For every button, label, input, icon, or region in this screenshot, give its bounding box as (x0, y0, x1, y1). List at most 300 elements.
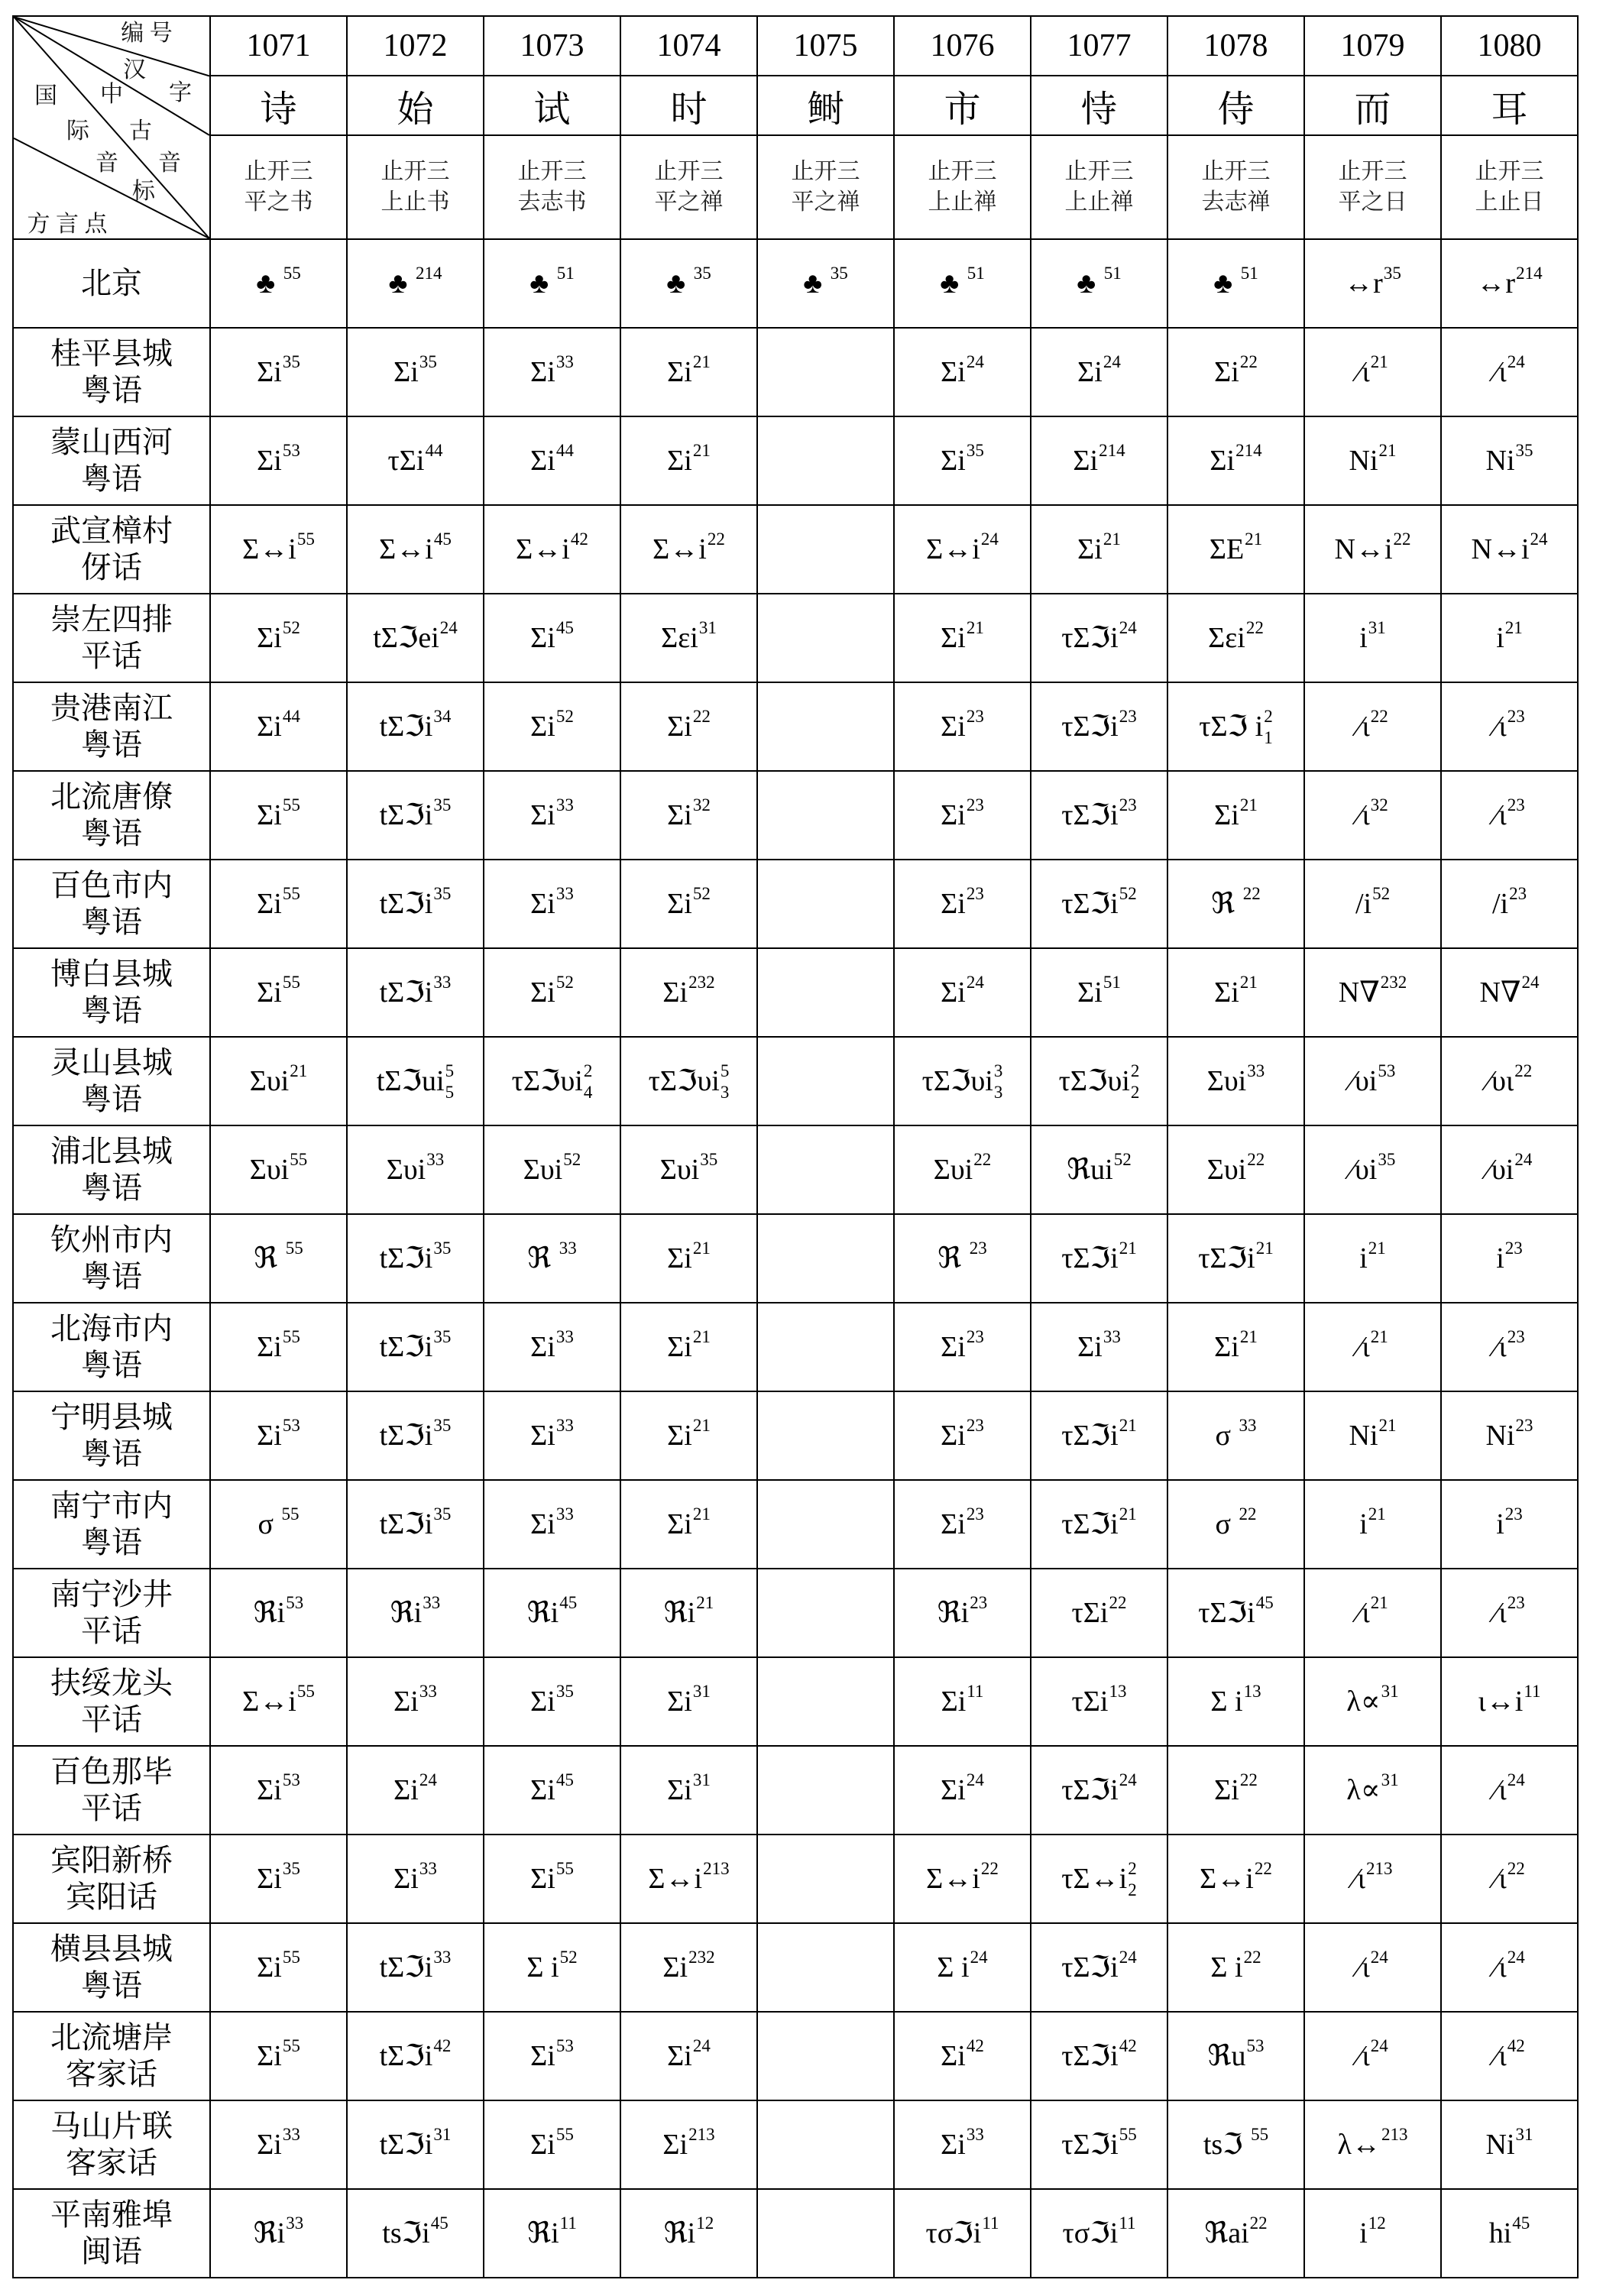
tone-marks (290, 1150, 307, 1190)
pronunciation (1494, 1327, 1525, 1367)
tone-superscript: 51 (556, 264, 575, 283)
tone-subscript (1240, 1347, 1258, 1367)
tone-superscript: 33 (1247, 1061, 1265, 1080)
pronunciation-base: τΣℑi (1061, 1242, 1119, 1274)
pronunciation-cell (1441, 1923, 1578, 2012)
pronunciation (662, 1948, 714, 1987)
tone-subscript (967, 1524, 984, 1544)
tone-marks (1514, 1061, 1532, 1101)
tone-marks (283, 1327, 300, 1367)
pronunciation (1061, 707, 1136, 746)
tone-superscript: 53 (286, 1593, 304, 1612)
pronunciation-base: tΣℑi (379, 1420, 433, 1452)
tone-marks (967, 1327, 984, 1367)
pronunciation (667, 795, 711, 835)
column-number-cell (894, 16, 1031, 76)
pronunciation-base: ♣ (1077, 267, 1103, 300)
pronunciation-cell (894, 328, 1031, 416)
pronunciation-base: i (1359, 622, 1368, 654)
pronunciation-cell (1304, 505, 1441, 594)
dialect-row (13, 239, 1578, 328)
tone-subscript (967, 2145, 984, 2165)
tone-superscript: 22 (1245, 618, 1264, 637)
pronunciation-base: ⁄υi (1349, 1065, 1378, 1097)
pronunciation-cell (210, 328, 347, 416)
tone-marks (445, 1061, 455, 1101)
pronunciation (1346, 1770, 1398, 1810)
pronunciation (380, 1416, 452, 1456)
tone-superscript: 24 (1521, 973, 1540, 992)
pronunciation-base: τΣℑυi (921, 1065, 993, 1097)
tone-marks (433, 795, 451, 835)
pronunciation-cell (484, 682, 620, 771)
pronunciation-cell (1304, 2012, 1441, 2100)
pronunciation-cell (210, 1125, 347, 1214)
column-number-cell (484, 16, 620, 76)
pronunciation-cell (1031, 860, 1167, 948)
pronunciation-base: Σi (1073, 445, 1099, 477)
column-number: 1075 (793, 28, 858, 63)
tone-subscript (1119, 2145, 1137, 2165)
tone-superscript: 24 (1530, 529, 1548, 549)
tone-marks (559, 1239, 577, 1278)
pronunciation-cell (484, 2012, 620, 2100)
tone-marks (1099, 441, 1125, 481)
tone-superscript: 21 (1245, 529, 1263, 549)
column-character: 鲥 (807, 89, 844, 130)
pronunciation-cell (347, 1391, 484, 1480)
tone-subscript (1371, 2056, 1388, 2076)
pronunciation (667, 707, 711, 746)
pronunciation (242, 529, 315, 569)
tone-superscript: 23 (970, 1593, 988, 1612)
tone-marks (433, 973, 451, 1012)
dialect-point-label: 钦州市内 (50, 1222, 173, 1257)
tone-marks (1505, 1239, 1523, 1278)
tone-marks (1381, 973, 1407, 1012)
pronunciation-cell (1441, 2189, 1578, 2278)
pronunciation-base: ℜui (1067, 1154, 1113, 1186)
tone-superscript: 5 (720, 1061, 730, 1080)
pronunciation-cell (894, 860, 1031, 948)
pronunciation-base: ⁄ι (1494, 2040, 1507, 2072)
pronunciation-base: Σi (1214, 799, 1239, 831)
tone-subscript (967, 904, 984, 924)
pronunciation-cell (1304, 239, 1441, 328)
pronunciation-cell (757, 860, 894, 948)
middle-chinese-line: 平之禅 (791, 189, 860, 215)
tone-subscript (981, 549, 999, 569)
tone-subscript (1507, 1967, 1525, 1987)
header-row-middle-chinese (13, 135, 1578, 239)
tone-marks (1507, 1859, 1525, 1899)
tone-marks (1507, 2036, 1525, 2076)
tone-subscript (699, 638, 717, 658)
tone-subscript (967, 1790, 984, 1810)
pronunciation-cell (347, 860, 484, 948)
tone-superscript: 24 (1119, 618, 1137, 637)
tone-superscript: 232 (688, 973, 715, 992)
pronunciation-base: ♣ (1213, 267, 1240, 300)
tone-marks (1371, 795, 1388, 835)
corner-label-zhong: 中 (100, 82, 123, 107)
column-character-cell (1304, 76, 1441, 135)
tone-subscript (433, 1524, 451, 1544)
pronunciation-cell (1304, 1125, 1441, 1214)
pronunciation-base: Σi (530, 799, 555, 831)
tone-subscript (693, 461, 711, 481)
pronunciation (1061, 1948, 1136, 1987)
pronunciation-cell (1031, 682, 1167, 771)
pronunciation-base: Σi (667, 711, 692, 743)
pronunciation-base: Σi (393, 1863, 419, 1895)
column-character: 诗 (260, 89, 297, 130)
tone-subscript (283, 638, 300, 658)
dialect-comparison-table (12, 15, 1579, 2278)
pronunciation (530, 2036, 574, 2076)
pronunciation-base: ℜi (253, 2217, 286, 2249)
tone-subscript (694, 283, 711, 303)
tone-subscript (1368, 638, 1386, 658)
pronunciation-base: tΣℑi (379, 1508, 433, 1540)
tone-marks (1103, 973, 1121, 1012)
tone-marks (1516, 441, 1533, 481)
pronunciation-cell (1167, 1391, 1304, 1480)
pronunciation (1487, 1061, 1532, 1101)
pronunciation-cell (1031, 594, 1167, 682)
pronunciation-base: Σi (941, 1774, 966, 1806)
tone-marks (557, 264, 575, 303)
tone-superscript: 53 (1378, 1061, 1396, 1080)
pronunciation-cell (894, 2012, 1031, 2100)
tone-marks (556, 1682, 574, 1721)
pronunciation (1214, 973, 1258, 1012)
tone-subscript (1119, 2056, 1137, 2076)
tone-subscript (556, 461, 574, 481)
tone-superscript: 45 (559, 1593, 578, 1612)
tone-subscript (967, 283, 985, 303)
tone-subscript: 2 (1130, 1083, 1140, 1102)
tone-subscript (560, 2233, 577, 2253)
tone-subscript (1119, 1258, 1137, 1278)
tone-subscript (297, 1702, 315, 1721)
pronunciation-base: Σi (667, 1242, 692, 1274)
tone-marks (283, 618, 300, 658)
tone-superscript: 53 (282, 1416, 300, 1435)
pronunciation (380, 1239, 452, 1278)
tone-superscript: 214 (1516, 264, 1543, 283)
tone-superscript: 23 (1515, 1416, 1533, 1435)
pronunciation (257, 1327, 300, 1367)
tone-marks (967, 618, 984, 658)
pronunciation-cell (1441, 2012, 1578, 2100)
pronunciation (1494, 352, 1525, 392)
tone-subscript (1512, 2233, 1530, 2253)
pronunciation-base: Σ↔i (1200, 1863, 1254, 1895)
pronunciation (388, 441, 443, 481)
pronunciation-cell (347, 416, 484, 505)
pronunciation-base: Σ i (526, 1951, 559, 1983)
pronunciation-base: τΣi (1071, 1597, 1109, 1629)
pronunciation-cell (1167, 1214, 1304, 1303)
pronunciation-cell (1031, 1037, 1167, 1125)
dialect-point-label: 马山片联 (50, 2109, 173, 2143)
pronunciation-cell (347, 1480, 484, 1569)
pronunciation-cell (1031, 1391, 1167, 1480)
tone-marks (967, 1770, 984, 1810)
tone-superscript: 24 (970, 1948, 988, 1967)
pronunciation-base: Σ↔i (648, 1863, 703, 1895)
pronunciation-base: ⁄ι (1357, 1597, 1370, 1629)
tone-superscript: 53 (282, 1770, 300, 1789)
pronunciation-cell (1304, 2189, 1441, 2278)
pronunciation-cell (757, 771, 894, 860)
tone-superscript: 21 (692, 441, 711, 460)
tone-subscript (1507, 727, 1525, 746)
pronunciation-cell (484, 505, 620, 594)
pronunciation-base: Σi (941, 2040, 966, 2072)
diagonal-line (14, 17, 209, 135)
pronunciation-base: ⁄ι (1357, 2040, 1370, 2072)
pronunciation-base: tΣℑi (379, 1331, 433, 1363)
tone-subscript (970, 1967, 988, 1987)
pronunciation-base: i (1359, 1508, 1368, 1540)
pronunciation-base: τΣℑi (1061, 1951, 1119, 1983)
tone-superscript: 21 (1504, 618, 1523, 637)
tone-marks (1381, 1682, 1399, 1721)
pronunciation (941, 707, 984, 746)
pronunciation-base: Ni (1349, 1420, 1378, 1452)
tone-superscript: 24 (966, 1770, 984, 1789)
pronunciation-base: Συi (659, 1154, 700, 1186)
corner-header-cell (13, 16, 210, 239)
dialect-point-label: 平话 (81, 639, 142, 673)
dialect-row (13, 1480, 1578, 1569)
tone-superscript: 21 (692, 1504, 711, 1524)
tone-superscript: 52 (563, 1150, 581, 1169)
middle-chinese-cell (1441, 135, 1578, 239)
tone-subscript (433, 1347, 451, 1367)
dialect-row (13, 860, 1578, 948)
tone-subscript (1379, 1436, 1397, 1456)
tone-superscript: 45 (433, 529, 452, 549)
dialect-point-label: 粤语 (81, 373, 142, 407)
tone-marks (1241, 264, 1258, 303)
pronunciation-base: Σi (530, 1331, 555, 1363)
tone-subscript (700, 1170, 717, 1190)
column-number: 1074 (656, 28, 721, 63)
tone-marks (297, 1682, 315, 1721)
pronunciation-base: i (1496, 622, 1504, 654)
tone-superscript: 45 (555, 618, 574, 637)
tone-marks (1371, 1948, 1388, 1987)
pronunciation (1208, 618, 1264, 658)
tone-superscript: 35 (555, 1682, 574, 1701)
pronunciation-base: τΣℑ i (1199, 711, 1264, 743)
tone-marks (688, 2125, 715, 2165)
tone-subscript (1381, 1790, 1399, 1810)
pronunciation-cell (1167, 1923, 1304, 2012)
pronunciation (380, 2036, 452, 2076)
middle-chinese-line: 止开三 (1338, 159, 1407, 184)
pronunciation-cell (1304, 682, 1441, 771)
pronunciation-base: ⁄ι (1357, 356, 1370, 388)
pronunciation-cell (484, 1480, 620, 1569)
tone-subscript (1099, 461, 1125, 481)
pronunciation-base: Σi (941, 622, 966, 654)
pronunciation (941, 1682, 984, 1721)
pronunciation-cell (484, 771, 620, 860)
pronunciation-cell (620, 1214, 757, 1303)
pronunciation-base: ⁄ι (1494, 711, 1507, 743)
tone-subscript (688, 993, 715, 1012)
tone-subscript (556, 1702, 574, 1721)
pronunciation-cell (1441, 682, 1578, 771)
pronunciation-base: Σεi (661, 622, 698, 654)
pronunciation-cell (1031, 2012, 1167, 2100)
pronunciation (1200, 1859, 1272, 1899)
pronunciation-cell (1441, 1569, 1578, 1657)
tone-subscript (967, 1702, 983, 1721)
tone-subscript (556, 1790, 574, 1810)
pronunciation-cell (1441, 328, 1578, 416)
dialect-point-cell (13, 1303, 210, 1391)
tone-subscript (1119, 638, 1137, 658)
tone-marks (283, 264, 301, 303)
tone-subscript (1239, 1436, 1256, 1456)
pronunciation-cell (484, 1303, 620, 1391)
middle-chinese-cell (620, 135, 757, 239)
tone-marks (1507, 707, 1525, 746)
tone-superscript: 23 (966, 1416, 984, 1435)
tone-subscript (283, 372, 300, 392)
tone-superscript: 35 (433, 1504, 452, 1524)
pronunciation (1357, 1327, 1388, 1367)
pronunciation-base: Σi (393, 1774, 419, 1806)
middle-chinese-cell (1304, 135, 1441, 239)
pronunciation (257, 884, 300, 924)
pronunciation-cell (757, 505, 894, 594)
dialect-point-label: 伢话 (81, 550, 142, 585)
tone-superscript: 31 (433, 2125, 452, 2144)
tone-superscript: 23 (1504, 1504, 1523, 1524)
pronunciation (1213, 264, 1258, 303)
pronunciation-base: σ (1215, 1508, 1239, 1540)
tone-superscript: 53 (555, 2036, 574, 2055)
pronunciation-cell (757, 1214, 894, 1303)
pronunciation-cell (1031, 771, 1167, 860)
tone-marks (967, 973, 984, 1012)
pronunciation (530, 441, 574, 481)
dialect-point-label: 北流唐僚 (50, 779, 173, 814)
pronunciation-base: Σi (393, 356, 419, 388)
tone-subscript (1505, 1524, 1523, 1544)
tone-superscript: 21 (966, 618, 984, 637)
dialect-point-label: 粤语 (81, 727, 142, 762)
header-row-character (13, 76, 1578, 135)
dialect-point-label: 粤语 (81, 1525, 142, 1559)
tone-superscript: 33 (555, 795, 574, 814)
dialect-point-label: 宾阳话 (66, 1880, 157, 1914)
tone-marks (1530, 529, 1548, 569)
corner-label-dialect-point: 方 言 点 (27, 212, 108, 237)
pronunciation-cell (1031, 1923, 1167, 2012)
tone-superscript: 21 (1103, 529, 1121, 549)
column-character-cell (1031, 76, 1167, 135)
tone-marks (1119, 1770, 1137, 1810)
tone-marks (970, 1593, 987, 1633)
pronunciation-base: Σi (941, 2129, 966, 2161)
tone-marks (982, 2213, 999, 2253)
pronunciation-base: τΣi (1071, 1686, 1109, 1718)
pronunciation-cell (1441, 1125, 1578, 1214)
pronunciation-cell (1167, 2100, 1304, 2189)
tone-marks (693, 1504, 711, 1544)
tone-subscript (556, 815, 574, 835)
tone-subscript (1371, 1347, 1388, 1367)
tone-marks (1119, 618, 1137, 658)
tone-superscript: 21 (1255, 1239, 1274, 1258)
tone-marks (693, 707, 711, 746)
tone-subscript (1247, 1170, 1265, 1190)
tone-marks (584, 1061, 593, 1101)
tone-superscript: 23 (1507, 795, 1525, 814)
pronunciation-cell (210, 1835, 347, 1923)
tone-superscript: 2 (1130, 1061, 1140, 1080)
tone-superscript: 52 (555, 973, 574, 992)
pronunciation (530, 707, 574, 746)
pronunciation (941, 1416, 984, 1456)
tone-superscript: 21 (1368, 1504, 1386, 1524)
tone-superscript: 24 (1119, 1770, 1137, 1789)
tone-superscript: 52 (692, 884, 711, 903)
tone-subscript (1507, 1347, 1525, 1367)
pronunciation (1357, 707, 1388, 746)
pronunciation (1338, 2125, 1408, 2165)
pronunciation (393, 1682, 437, 1721)
dialect-point-cell (13, 860, 210, 948)
tone-superscript: 22 (980, 1859, 999, 1878)
pronunciation-base: Σi (530, 622, 555, 654)
diagonal-line (14, 17, 209, 76)
tone-marks (981, 1859, 999, 1899)
pronunciation-base: τΣℑi (1198, 1242, 1255, 1274)
pronunciation-cell (1167, 1480, 1304, 1569)
tone-subscript (1514, 1081, 1532, 1101)
tone-subscript (688, 1967, 715, 1987)
tone-subscript (290, 1170, 307, 1190)
tone-superscript: 35 (1383, 264, 1401, 283)
pronunciation-base: Σi (941, 888, 966, 920)
pronunciation-cell (347, 1835, 484, 1923)
dialect-point-label: 武宣樟村 (50, 513, 173, 548)
tone-marks (283, 884, 300, 924)
dialect-row (13, 1391, 1578, 1480)
tone-superscript: 45 (1512, 2213, 1530, 2233)
pronunciation-base: ℜ (254, 1242, 285, 1274)
tone-subscript (696, 1613, 714, 1633)
pronunciation-base: hi (1488, 2217, 1512, 2249)
pronunciation (1494, 2036, 1525, 2076)
dialect-point-cell (13, 1214, 210, 1303)
pronunciation-cell (1441, 1303, 1578, 1391)
tone-subscript (1235, 461, 1262, 481)
tone-subscript (556, 727, 574, 746)
tone-superscript: 21 (692, 1327, 711, 1346)
tone-superscript: 232 (1380, 973, 1407, 992)
tone-marks (693, 2036, 711, 2076)
tone-superscript: 24 (419, 1770, 437, 1789)
